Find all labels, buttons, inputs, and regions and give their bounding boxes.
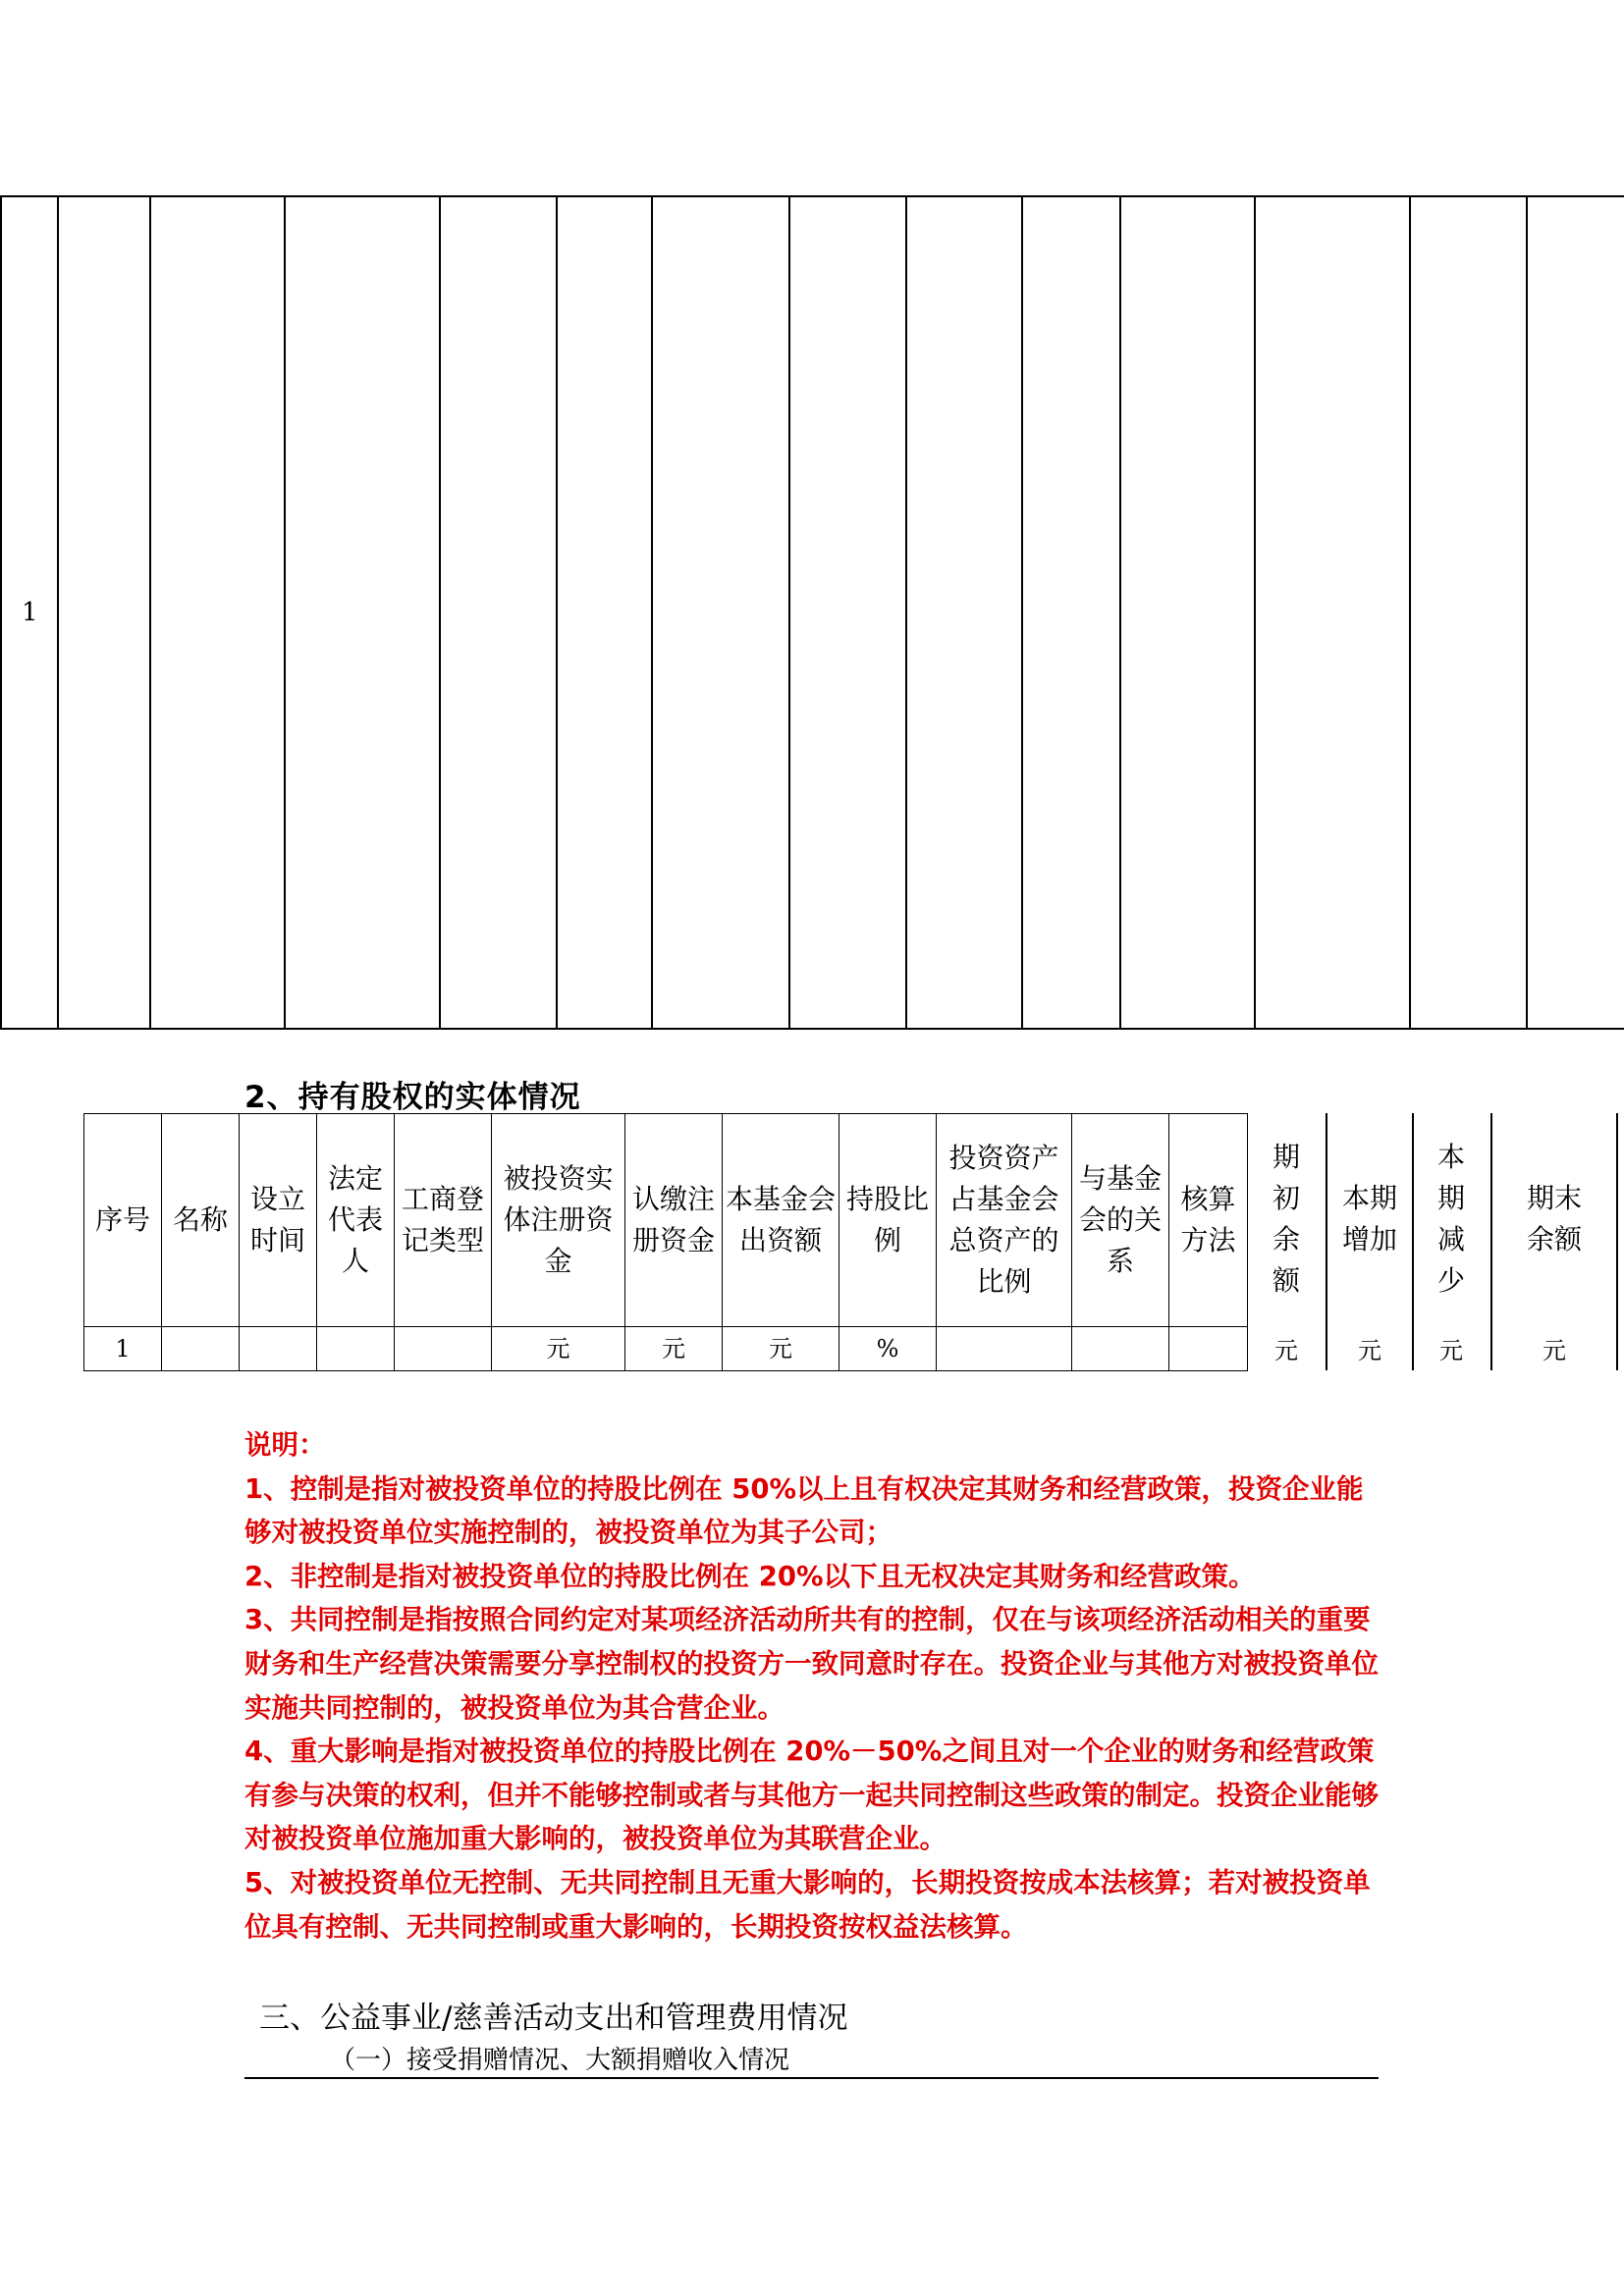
- header-relationship: 与基金会的关系: [1072, 1114, 1169, 1327]
- header-closing-balance: 期末余额: [1526, 1182, 1582, 1255]
- unit-label: 元: [1439, 1337, 1463, 1364]
- table-cell: 1: [84, 1327, 162, 1371]
- table-cell: [557, 196, 652, 1029]
- balance-columns: [1247, 1113, 1622, 1370]
- note-item: 4、重大影响是指对被投资单位的持股比例在 20%－50%之间且对一个企业的财务和经营政策有参与决策的权利，但并不能够控制或者与其他方一起共同控制这些政策的制定。投资企业能够对被投资单位施加重大影响的，被投资单位为其联营企业。: [244, 1735, 1379, 1855]
- table-row: [1, 196, 1624, 1029]
- divider: [244, 2077, 1379, 2079]
- note-item: 2、非控制是指对被投资单位的持股比例在 20%以下且无权决定其财务和经营政策。: [244, 1560, 1256, 1592]
- column-opening-balance: [1247, 1113, 1327, 1370]
- unit-label: 元: [1274, 1337, 1298, 1364]
- table-cell: [1169, 1327, 1248, 1371]
- column-period-decrease: [1412, 1113, 1492, 1370]
- table-cell: [906, 196, 1022, 1029]
- header-registered-capital: 被投资实体注册资金: [492, 1114, 625, 1327]
- table-cell: [937, 1327, 1072, 1371]
- table-row: [84, 1327, 1248, 1371]
- equity-entities-table: [83, 1113, 1248, 1371]
- header-serial: 序号: [84, 1114, 162, 1327]
- table-cell: [240, 1327, 317, 1371]
- table-cell: [1527, 196, 1624, 1029]
- table-cell: [150, 196, 285, 1029]
- header-subscribed-capital: 认缴注册资金: [625, 1114, 723, 1327]
- header-registration-type: 工商登记类型: [395, 1114, 492, 1327]
- section-heading-expenditure: 三、公益事业/慈善活动支出和管理费用情况: [259, 2001, 848, 2036]
- table-header-row: [84, 1114, 1248, 1327]
- header-asset-ratio: 投资资产占基金会总资产的比例: [937, 1114, 1072, 1327]
- table-cell: [1120, 196, 1255, 1029]
- note-item: 5、对被投资单位无控制、无共同控制且无重大影响的，长期投资按成本法核算；若对被投资单位具有控制、无共同控制或重大影响的，长期投资按权益法核算。: [244, 1866, 1371, 1943]
- notes-block: [244, 1423, 1383, 1949]
- unit-label: 元: [1358, 1337, 1381, 1364]
- header-established: 设立时间: [240, 1114, 317, 1327]
- unit-label: 元: [1543, 1337, 1566, 1364]
- table-cell: [162, 1327, 240, 1371]
- header-accounting-method: 核算方法: [1169, 1114, 1248, 1327]
- note-item: 1、控制是指对被投资单位的持股比例在 50%以上且有权决定其财务和经营政策，投资企业能够对被投资单位实施控制的，被投资单位为其子公司；: [244, 1472, 1364, 1549]
- table-cell: [317, 1327, 395, 1371]
- table-cell: [652, 196, 789, 1029]
- section-heading-equity: 2、持有股权的实体情况: [244, 1080, 581, 1115]
- note-item: 3、共同控制是指按照合同约定对某项经济活动所共有的控制，仅在与该项经济活动相关的重要财务和生产经营决策需要分享控制权的投资方一致同意时存在。投资企业与其他方对被投资单位实施共同控制的，被投资单位为其合营企业。: [244, 1604, 1379, 1724]
- header-opening-balance: 期初余额: [1272, 1141, 1300, 1297]
- header-legal-rep: 法定代表人: [317, 1114, 395, 1327]
- table-cell: [440, 196, 557, 1029]
- table-cell: 元: [625, 1327, 723, 1371]
- header-period-increase: 本期增加: [1341, 1182, 1397, 1255]
- table-cell: [1255, 196, 1410, 1029]
- table-cell: 元: [492, 1327, 625, 1371]
- header-share-ratio: 持股比例: [839, 1114, 937, 1327]
- column-period-increase: [1326, 1113, 1414, 1370]
- table-cell: [1072, 1327, 1169, 1371]
- notes-title: 说明：: [244, 1429, 326, 1461]
- column-closing-balance: [1492, 1113, 1618, 1370]
- header-name: 名称: [162, 1114, 240, 1327]
- table-cell: [395, 1327, 492, 1371]
- header-contribution: 本基金会出资额: [723, 1114, 839, 1327]
- table-cell: %: [839, 1327, 937, 1371]
- table-cell: [1410, 196, 1527, 1029]
- table-cell: [58, 196, 150, 1029]
- table-cell: [789, 196, 906, 1029]
- header-period-decrease: 本期减少: [1436, 1141, 1465, 1297]
- row-number-cell: 1: [1, 196, 58, 1029]
- top-investment-table: [0, 195, 1624, 1030]
- table-cell: 元: [723, 1327, 839, 1371]
- table-cell: [1022, 196, 1120, 1029]
- table-cell: [285, 196, 440, 1029]
- section-subheading-donations: （一）接受捐赠情况、大额捐赠收入情况: [330, 2046, 790, 2075]
